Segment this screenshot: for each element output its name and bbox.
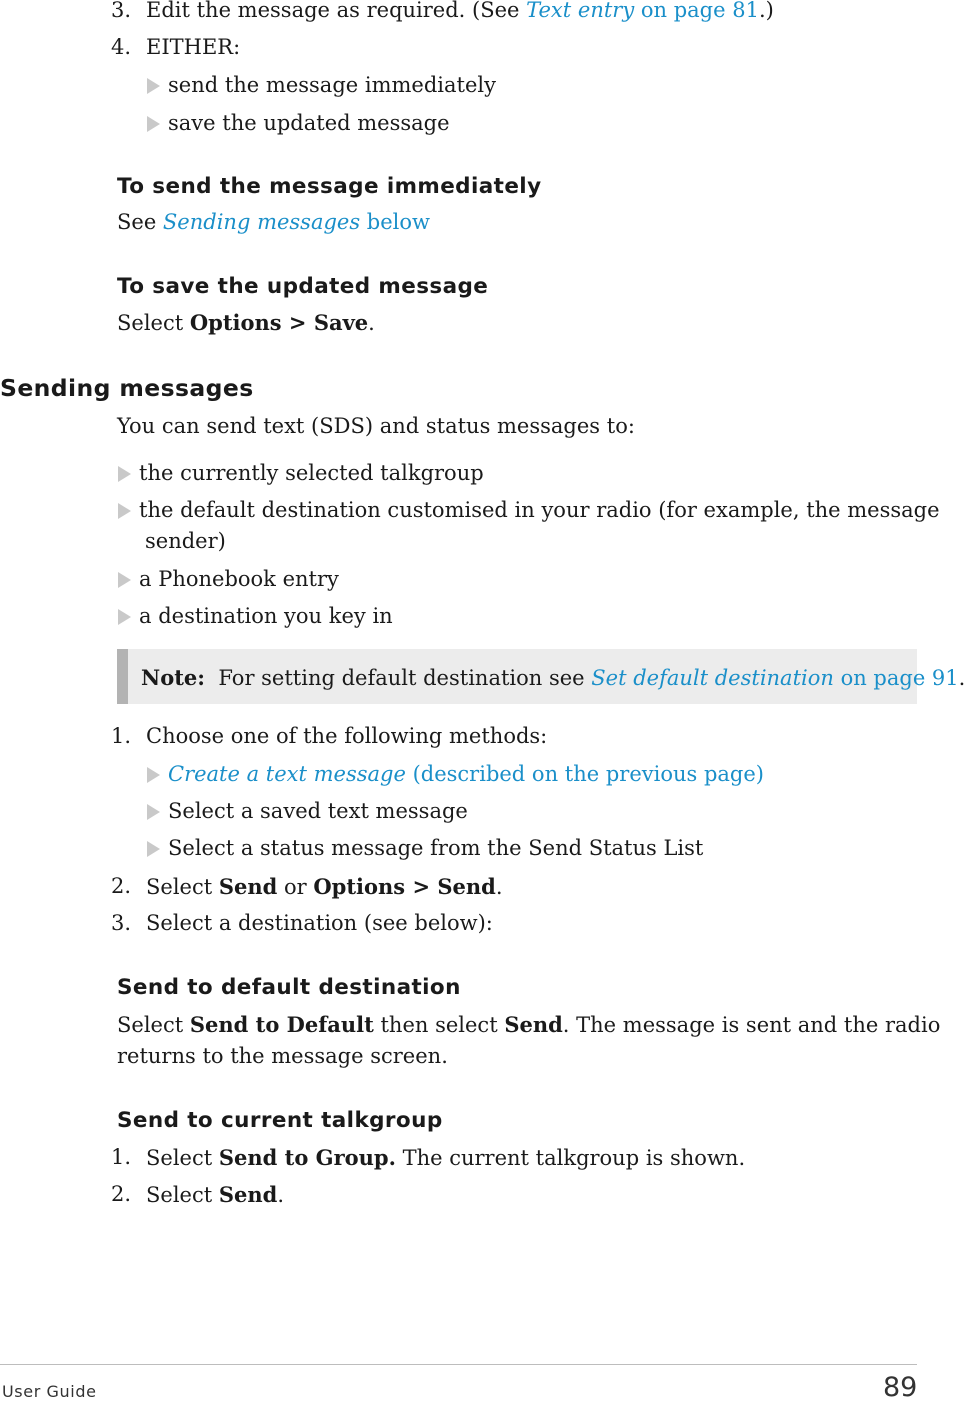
step-number: 2. — [111, 874, 132, 898]
paragraph-continuation: returns to the message screen. — [117, 1044, 448, 1068]
step-number: 3. — [111, 0, 132, 22]
note-box — [117, 649, 965, 704]
list-item: save the updated message — [147, 111, 450, 135]
bullet-triangle-icon — [147, 841, 160, 857]
step-number: 1. — [111, 724, 132, 748]
bullet-triangle-icon — [118, 572, 131, 588]
bullet-triangle-icon — [118, 609, 131, 625]
section-heading: Send to default destination — [117, 975, 461, 1000]
create-text-message-suffix-link[interactable]: (described on the previous page) — [405, 762, 764, 786]
bullet-triangle-icon — [147, 116, 160, 132]
paragraph: You can send text (SDS) and status messages to: — [117, 414, 635, 438]
step-text: Select Send to Group. The current talkgroup is shown. — [146, 1145, 746, 1170]
text-entry-link[interactable]: Text entry — [526, 0, 635, 22]
bullet-triangle-icon — [147, 78, 160, 94]
bullet-triangle-icon — [118, 466, 131, 482]
section-heading: To send the message immediately — [117, 174, 542, 199]
footer-document-title: User Guide — [2, 1382, 97, 1401]
step-text: EITHER: — [146, 35, 241, 59]
step-text: Select Send or Options > Send. — [146, 874, 503, 899]
paragraph: Select Send to Default then select Send. The message is sent and the radio — [117, 1012, 941, 1037]
step-text: Edit the message as required. (See Text entry on page 81.) — [146, 0, 774, 22]
section-heading: To save the updated message — [117, 274, 489, 299]
list-item: Select a saved text message — [147, 799, 468, 823]
bullet-triangle-icon — [147, 804, 160, 820]
step-text: Select Send. — [146, 1182, 285, 1207]
footer-divider — [0, 1364, 917, 1365]
step-text: Select a destination (see below): — [146, 911, 493, 935]
page-section-title: Sending messages — [0, 374, 254, 402]
sending-messages-link[interactable]: Sending messages — [162, 210, 361, 234]
step-number: 4. — [111, 35, 132, 59]
create-text-message-link[interactable]: Create a text message — [168, 762, 406, 786]
paragraph: See Sending messages below — [117, 210, 431, 234]
set-default-destination-link[interactable]: Set default destination — [591, 666, 834, 690]
list-item: a destination you key in — [118, 604, 393, 628]
note-text: Note: For setting default destination see Set default destination on page 91. — [141, 665, 965, 690]
list-item: a Phonebook entry — [118, 567, 339, 591]
text-entry-page-link[interactable]: on page 81 — [634, 0, 759, 22]
bullet-triangle-icon — [147, 767, 160, 783]
paragraph: Select Options > Save. — [117, 310, 375, 335]
list-item: Select a status message from the Send Status List — [147, 836, 703, 860]
list-item: the default destination customised in your radio (for example, the message — [118, 498, 940, 522]
bullet-triangle-icon — [118, 503, 131, 519]
list-item-continuation: sender) — [145, 529, 226, 553]
sending-messages-below-link[interactable]: below — [360, 210, 431, 234]
step-text: Choose one of the following methods: — [146, 724, 548, 748]
list-item — [147, 762, 764, 786]
page-number: 89 — [883, 1372, 918, 1403]
step-number: 1. — [111, 1145, 132, 1169]
set-default-destination-page-link[interactable]: on page 91 — [833, 666, 959, 690]
section-heading: Send to current talkgroup — [117, 1108, 443, 1133]
list-item: the currently selected talkgroup — [118, 461, 484, 485]
step-number: 3. — [111, 911, 132, 935]
list-item: send the message immediately — [147, 73, 496, 97]
step-number: 2. — [111, 1182, 132, 1206]
